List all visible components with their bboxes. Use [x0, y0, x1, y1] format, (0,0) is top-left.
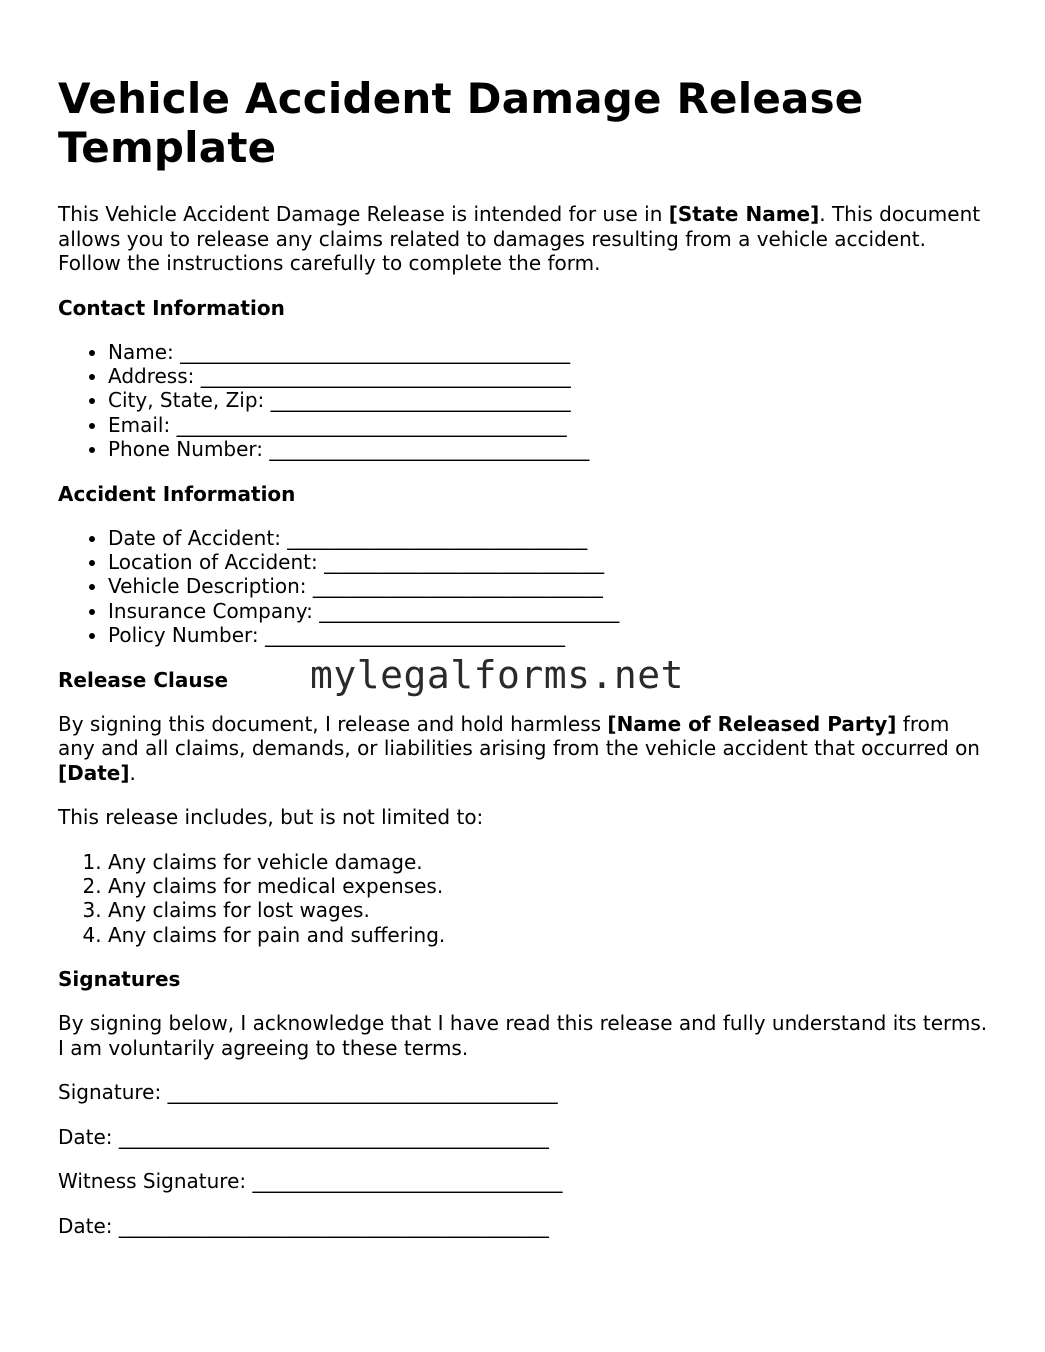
contact-list — [58, 340, 988, 462]
release-paragraph — [58, 712, 988, 786]
insurance-company-field[interactable]: • Insurance Company: ______________________________ — [108, 599, 988, 623]
release-includes-text: This release includes, but is not limited to: — [58, 805, 484, 830]
release-includes-list — [58, 850, 988, 948]
accident-list — [58, 526, 988, 648]
witness-date-field[interactable]: Date: ___________________________________________ — [58, 1213, 549, 1238]
release-heading-row — [58, 652, 988, 697]
release-text-before: By signing this document, I release and hold harmless — [58, 711, 608, 736]
release-text-middle: from any and all claims, demands, or liabilities arising from the vehicle accident that occurred on — [58, 711, 980, 761]
list-item: 4. Any claims for pain and suffering. — [108, 923, 988, 947]
contact-phone-field[interactable]: • Phone Number: ________________________________ — [108, 437, 988, 461]
date-placeholder: [Date] — [58, 760, 130, 785]
accident-location-field[interactable]: • Location of Accident: ____________________________ — [108, 550, 988, 574]
signatures-paragraph: By signing below, I acknowledge that I have read this release and fully understand its terms. I am voluntarily agreeing to these terms. — [58, 1011, 988, 1060]
contact-address-field[interactable]: • Address: _____________________________________ — [108, 364, 988, 388]
contact-email-field[interactable]: • Email: _______________________________________ — [108, 413, 988, 437]
released-party-placeholder: [Name of Released Party] — [607, 711, 897, 736]
document-title: Vehicle Accident Damage Release Template — [58, 74, 864, 172]
signature-field[interactable]: Signature: _______________________________________ — [58, 1080, 558, 1105]
watermark-text: mylegalforms.net — [310, 652, 685, 697]
intro-paragraph — [58, 202, 988, 276]
release-heading: Release Clause — [58, 667, 229, 692]
intro-text-before: This Vehicle Accident Damage Release is intended for use in — [58, 202, 669, 226]
list-item: 1. Any claims for vehicle damage. — [108, 850, 988, 874]
document-page — [58, 74, 988, 1238]
contact-heading: Contact Information — [58, 295, 285, 320]
release-text-after: . — [129, 760, 136, 785]
vehicle-description-field[interactable]: • Vehicle Description: _____________________________ — [108, 574, 988, 598]
accident-heading: Accident Information — [58, 481, 296, 506]
contact-name-field[interactable]: • Name: _______________________________________ — [108, 340, 988, 364]
signatures-heading: Signatures — [58, 967, 181, 992]
list-item: 2. Any claims for medical expenses. — [108, 874, 988, 898]
list-item: 3. Any claims for lost wages. — [108, 898, 988, 922]
intro-text-after: . This document allows you to release any claims related to damages resulting from a vehicle accident. Follow the instructions carefully to complete the form. — [58, 202, 981, 275]
witness-signature-field[interactable]: Witness Signature: _______________________________ — [58, 1169, 563, 1194]
contact-city-state-zip-field[interactable]: • City, State, Zip: ______________________________ — [108, 388, 988, 412]
signature-date-field[interactable]: Date: ___________________________________________ — [58, 1124, 549, 1149]
accident-date-field[interactable]: • Date of Accident: ______________________________ — [108, 526, 988, 550]
policy-number-field[interactable]: • Policy Number: ______________________________ — [108, 623, 988, 647]
state-name-placeholder: [State Name] — [668, 202, 820, 226]
